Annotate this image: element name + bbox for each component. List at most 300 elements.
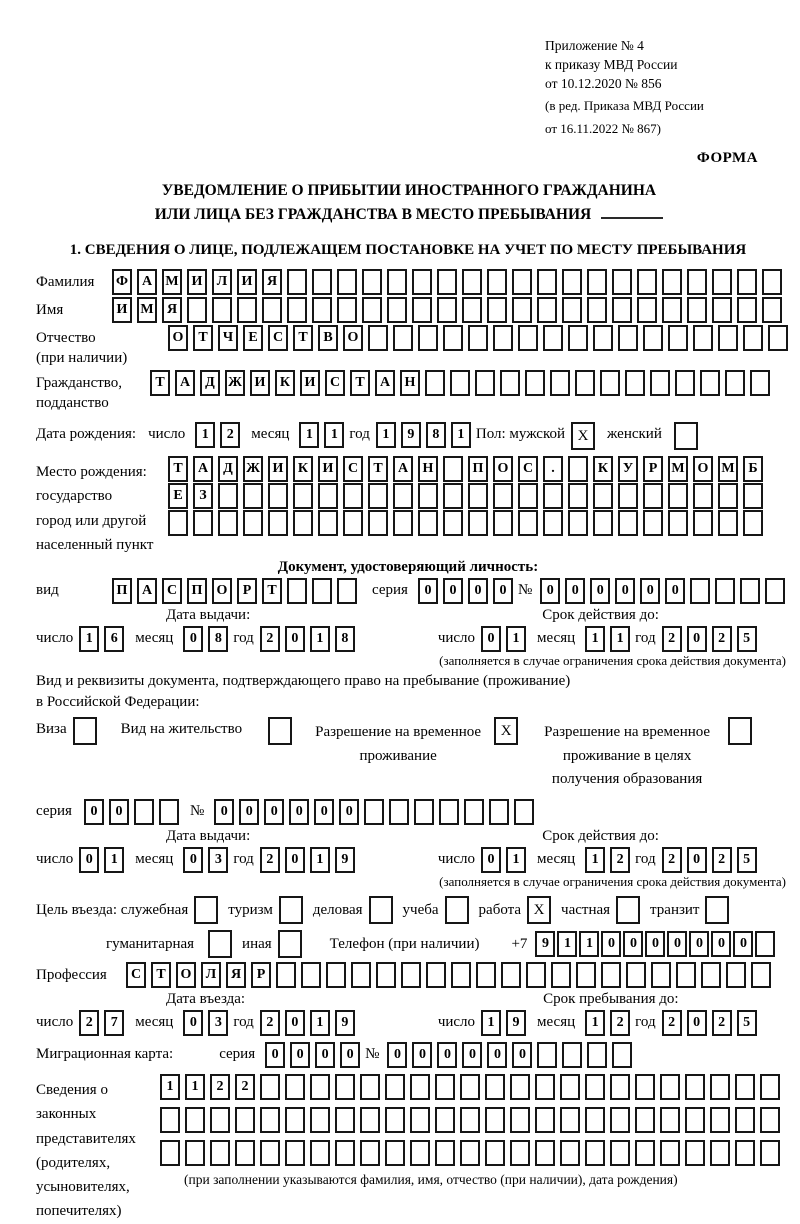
char-cell[interactable]: 0 (687, 847, 707, 873)
char-cell[interactable] (585, 1074, 605, 1100)
char-cell[interactable] (487, 269, 507, 295)
char-cell[interactable] (243, 510, 263, 536)
purpose-transit-checkbox[interactable] (705, 896, 729, 924)
char-cell[interactable] (326, 962, 346, 988)
char-cell[interactable] (368, 325, 388, 351)
doc-number-boxes[interactable] (540, 578, 790, 604)
char-cell[interactable] (493, 325, 513, 351)
char-cell[interactable] (668, 510, 688, 536)
char-cell[interactable] (725, 370, 745, 396)
char-cell[interactable] (735, 1107, 755, 1133)
char-cell[interactable]: О (343, 325, 363, 351)
char-cell[interactable]: К (593, 456, 613, 482)
char-cell[interactable]: 9 (335, 1010, 355, 1036)
stay-year[interactable] (662, 1010, 762, 1036)
char-cell[interactable]: 9 (535, 931, 555, 957)
char-cell[interactable]: 0 (214, 799, 234, 825)
char-cell[interactable] (335, 1074, 355, 1100)
char-cell[interactable] (585, 1107, 605, 1133)
char-cell[interactable] (601, 962, 621, 988)
char-cell[interactable] (312, 297, 332, 323)
char-cell[interactable] (401, 962, 421, 988)
char-cell[interactable] (187, 297, 207, 323)
char-cell[interactable] (301, 962, 321, 988)
purpose-private-checkbox[interactable] (616, 896, 640, 924)
char-cell[interactable] (518, 510, 538, 536)
char-cell[interactable] (637, 269, 657, 295)
char-cell[interactable]: А (375, 370, 395, 396)
char-cell[interactable]: 2 (220, 422, 240, 448)
char-cell[interactable] (268, 510, 288, 536)
char-cell[interactable]: 8 (208, 626, 228, 652)
char-cell[interactable] (568, 483, 588, 509)
char-cell[interactable]: К (275, 370, 295, 396)
char-cell[interactable]: А (137, 269, 157, 295)
profession-boxes[interactable] (126, 962, 776, 988)
char-cell[interactable] (550, 370, 570, 396)
char-cell[interactable] (593, 483, 613, 509)
char-cell[interactable] (376, 962, 396, 988)
char-cell[interactable]: А (393, 456, 413, 482)
char-cell[interactable]: 0 (733, 931, 753, 957)
residence-expiry-day[interactable] (481, 847, 531, 873)
char-cell[interactable]: 1 (579, 931, 599, 957)
identity-expiry-month[interactable] (585, 626, 635, 652)
char-cell[interactable]: 0 (623, 931, 643, 957)
char-cell[interactable] (693, 325, 713, 351)
entry-year[interactable] (260, 1010, 360, 1036)
char-cell[interactable]: 1 (376, 422, 396, 448)
char-cell[interactable] (487, 297, 507, 323)
char-cell[interactable] (612, 269, 632, 295)
char-cell[interactable] (712, 297, 732, 323)
char-cell[interactable]: 0 (493, 578, 513, 604)
female-checkbox[interactable] (674, 422, 698, 450)
char-cell[interactable] (134, 799, 154, 825)
char-cell[interactable] (510, 1074, 530, 1100)
citizenship-boxes[interactable] (150, 370, 775, 396)
char-cell[interactable] (701, 962, 721, 988)
char-cell[interactable] (710, 1074, 730, 1100)
char-cell[interactable]: 9 (401, 422, 421, 448)
char-cell[interactable]: 0 (462, 1042, 482, 1068)
representatives-boxes-1[interactable] (160, 1074, 785, 1100)
residence-permit-checkbox[interactable] (268, 717, 292, 745)
char-cell[interactable]: 9 (335, 847, 355, 873)
char-cell[interactable] (412, 269, 432, 295)
char-cell[interactable] (485, 1140, 505, 1166)
char-cell[interactable] (310, 1074, 330, 1100)
birth-month-boxes[interactable] (299, 422, 349, 448)
char-cell[interactable] (625, 370, 645, 396)
char-cell[interactable] (460, 1107, 480, 1133)
stay-month[interactable] (585, 1010, 635, 1036)
char-cell[interactable] (537, 297, 557, 323)
char-cell[interactable] (418, 483, 438, 509)
char-cell[interactable] (751, 962, 771, 988)
char-cell[interactable] (287, 269, 307, 295)
char-cell[interactable]: У (618, 456, 638, 482)
char-cell[interactable]: О (176, 962, 196, 988)
char-cell[interactable]: Д (200, 370, 220, 396)
char-cell[interactable] (660, 1140, 680, 1166)
char-cell[interactable]: 0 (289, 799, 309, 825)
char-cell[interactable] (760, 1107, 780, 1133)
char-cell[interactable] (212, 297, 232, 323)
char-cell[interactable] (743, 483, 763, 509)
char-cell[interactable]: 1 (610, 626, 630, 652)
char-cell[interactable] (312, 578, 332, 604)
char-cell[interactable] (218, 510, 238, 536)
char-cell[interactable] (468, 325, 488, 351)
char-cell[interactable] (364, 799, 384, 825)
char-cell[interactable] (160, 1140, 180, 1166)
char-cell[interactable]: 1 (481, 1010, 501, 1036)
char-cell[interactable] (387, 297, 407, 323)
char-cell[interactable]: П (112, 578, 132, 604)
male-checkbox[interactable]: X (571, 422, 595, 450)
residence-series-boxes[interactable] (84, 799, 184, 825)
char-cell[interactable] (687, 269, 707, 295)
char-cell[interactable]: Я (262, 269, 282, 295)
char-cell[interactable]: 0 (239, 799, 259, 825)
char-cell[interactable]: Т (150, 370, 170, 396)
char-cell[interactable]: 1 (185, 1074, 205, 1100)
char-cell[interactable]: 1 (324, 422, 344, 448)
char-cell[interactable]: С (325, 370, 345, 396)
char-cell[interactable] (562, 297, 582, 323)
char-cell[interactable] (501, 962, 521, 988)
char-cell[interactable] (439, 799, 459, 825)
char-cell[interactable]: 0 (645, 931, 665, 957)
char-cell[interactable] (500, 370, 520, 396)
char-cell[interactable] (568, 325, 588, 351)
char-cell[interactable] (687, 297, 707, 323)
char-cell[interactable]: 0 (687, 1010, 707, 1036)
char-cell[interactable] (676, 962, 696, 988)
char-cell[interactable] (710, 1140, 730, 1166)
char-cell[interactable] (210, 1107, 230, 1133)
char-cell[interactable] (462, 297, 482, 323)
char-cell[interactable] (587, 1042, 607, 1068)
char-cell[interactable] (193, 510, 213, 536)
char-cell[interactable]: 0 (387, 1042, 407, 1068)
char-cell[interactable] (514, 799, 534, 825)
char-cell[interactable] (387, 269, 407, 295)
char-cell[interactable]: 0 (601, 931, 621, 957)
given-name-boxes[interactable] (112, 297, 787, 323)
patronymic-boxes[interactable] (168, 325, 793, 351)
char-cell[interactable]: 0 (264, 799, 284, 825)
char-cell[interactable] (560, 1107, 580, 1133)
identity-expiry-day[interactable] (481, 626, 531, 652)
char-cell[interactable] (635, 1140, 655, 1166)
stay-day[interactable] (481, 1010, 531, 1036)
identity-issue-month[interactable] (183, 626, 233, 652)
char-cell[interactable]: Д (218, 456, 238, 482)
char-cell[interactable]: Н (418, 456, 438, 482)
char-cell[interactable]: 0 (340, 1042, 360, 1068)
birth-year-boxes[interactable] (376, 422, 476, 448)
char-cell[interactable]: 1 (79, 626, 99, 652)
char-cell[interactable] (762, 297, 782, 323)
char-cell[interactable]: 0 (687, 626, 707, 652)
char-cell[interactable]: 0 (265, 1042, 285, 1068)
char-cell[interactable]: 0 (285, 1010, 305, 1036)
representatives-boxes-3[interactable] (160, 1140, 785, 1166)
char-cell[interactable]: Ж (225, 370, 245, 396)
char-cell[interactable] (337, 297, 357, 323)
char-cell[interactable] (726, 962, 746, 988)
char-cell[interactable]: 1 (557, 931, 577, 957)
char-cell[interactable] (268, 483, 288, 509)
char-cell[interactable]: 0 (437, 1042, 457, 1068)
char-cell[interactable]: 0 (565, 578, 585, 604)
doc-series-boxes[interactable] (418, 578, 518, 604)
char-cell[interactable] (626, 962, 646, 988)
char-cell[interactable] (510, 1140, 530, 1166)
char-cell[interactable] (650, 370, 670, 396)
char-cell[interactable] (743, 510, 763, 536)
char-cell[interactable] (437, 297, 457, 323)
char-cell[interactable] (593, 325, 613, 351)
char-cell[interactable]: 1 (310, 626, 330, 652)
purpose-other-checkbox[interactable] (278, 930, 302, 958)
char-cell[interactable] (362, 269, 382, 295)
char-cell[interactable]: 1 (310, 847, 330, 873)
char-cell[interactable] (518, 483, 538, 509)
char-cell[interactable]: А (193, 456, 213, 482)
char-cell[interactable] (518, 325, 538, 351)
char-cell[interactable] (643, 325, 663, 351)
char-cell[interactable]: М (718, 456, 738, 482)
char-cell[interactable] (690, 578, 710, 604)
char-cell[interactable] (610, 1140, 630, 1166)
birth-day-boxes[interactable] (195, 422, 245, 448)
char-cell[interactable] (318, 483, 338, 509)
char-cell[interactable] (610, 1074, 630, 1100)
char-cell[interactable]: 0 (418, 578, 438, 604)
char-cell[interactable] (485, 1107, 505, 1133)
char-cell[interactable] (637, 297, 657, 323)
char-cell[interactable]: 1 (585, 1010, 605, 1036)
char-cell[interactable]: Т (168, 456, 188, 482)
char-cell[interactable] (285, 1074, 305, 1100)
char-cell[interactable]: 2 (610, 1010, 630, 1036)
char-cell[interactable] (735, 1140, 755, 1166)
char-cell[interactable] (285, 1140, 305, 1166)
char-cell[interactable] (535, 1107, 555, 1133)
char-cell[interactable] (237, 297, 257, 323)
char-cell[interactable]: Р (251, 962, 271, 988)
char-cell[interactable] (618, 510, 638, 536)
char-cell[interactable]: Л (212, 269, 232, 295)
char-cell[interactable] (243, 483, 263, 509)
char-cell[interactable] (393, 325, 413, 351)
phone-boxes[interactable] (535, 931, 777, 957)
char-cell[interactable]: И (112, 297, 132, 323)
char-cell[interactable]: 2 (662, 626, 682, 652)
char-cell[interactable]: Т (193, 325, 213, 351)
char-cell[interactable]: 2 (210, 1074, 230, 1100)
identity-expiry-year[interactable] (662, 626, 762, 652)
char-cell[interactable]: 0 (711, 931, 731, 957)
char-cell[interactable]: Ж (243, 456, 263, 482)
purpose-official-checkbox[interactable] (194, 896, 218, 924)
char-cell[interactable] (610, 1107, 630, 1133)
char-cell[interactable] (668, 483, 688, 509)
char-cell[interactable] (651, 962, 671, 988)
char-cell[interactable] (562, 1042, 582, 1068)
char-cell[interactable] (351, 962, 371, 988)
char-cell[interactable] (693, 483, 713, 509)
char-cell[interactable] (337, 269, 357, 295)
char-cell[interactable] (715, 578, 735, 604)
char-cell[interactable]: 5 (737, 626, 757, 652)
char-cell[interactable]: Р (643, 456, 663, 482)
char-cell[interactable] (435, 1107, 455, 1133)
char-cell[interactable] (693, 510, 713, 536)
char-cell[interactable] (562, 269, 582, 295)
char-cell[interactable] (660, 1107, 680, 1133)
char-cell[interactable] (737, 269, 757, 295)
char-cell[interactable] (475, 370, 495, 396)
char-cell[interactable]: . (543, 456, 563, 482)
char-cell[interactable]: С (343, 456, 363, 482)
residence-expiry-year[interactable] (662, 847, 762, 873)
char-cell[interactable] (768, 325, 788, 351)
char-cell[interactable]: Т (262, 578, 282, 604)
char-cell[interactable] (493, 483, 513, 509)
char-cell[interactable] (718, 483, 738, 509)
char-cell[interactable]: 0 (481, 626, 501, 652)
char-cell[interactable] (460, 1140, 480, 1166)
char-cell[interactable] (412, 297, 432, 323)
char-cell[interactable] (343, 483, 363, 509)
char-cell[interactable] (635, 1107, 655, 1133)
char-cell[interactable] (160, 1107, 180, 1133)
char-cell[interactable]: В (318, 325, 338, 351)
char-cell[interactable] (712, 269, 732, 295)
doc-kind-boxes[interactable] (112, 578, 362, 604)
char-cell[interactable] (410, 1140, 430, 1166)
char-cell[interactable] (735, 1074, 755, 1100)
char-cell[interactable]: 3 (208, 847, 228, 873)
char-cell[interactable]: 1 (506, 626, 526, 652)
char-cell[interactable] (235, 1107, 255, 1133)
char-cell[interactable] (437, 269, 457, 295)
char-cell[interactable] (493, 510, 513, 536)
char-cell[interactable] (755, 931, 775, 957)
char-cell[interactable]: И (318, 456, 338, 482)
char-cell[interactable] (262, 297, 282, 323)
char-cell[interactable]: 2 (662, 1010, 682, 1036)
char-cell[interactable]: 1 (160, 1074, 180, 1100)
char-cell[interactable] (287, 297, 307, 323)
char-cell[interactable] (587, 269, 607, 295)
migration-number-boxes[interactable] (387, 1042, 637, 1068)
char-cell[interactable]: 0 (481, 847, 501, 873)
char-cell[interactable] (643, 483, 663, 509)
char-cell[interactable] (460, 1074, 480, 1100)
char-cell[interactable] (410, 1074, 430, 1100)
char-cell[interactable] (235, 1140, 255, 1166)
purpose-humanitarian-checkbox[interactable] (208, 930, 232, 958)
char-cell[interactable]: Ч (218, 325, 238, 351)
visa-checkbox[interactable] (73, 717, 97, 745)
char-cell[interactable] (535, 1074, 555, 1100)
char-cell[interactable]: И (250, 370, 270, 396)
char-cell[interactable]: 0 (443, 578, 463, 604)
char-cell[interactable]: 0 (468, 578, 488, 604)
char-cell[interactable] (168, 510, 188, 536)
char-cell[interactable] (360, 1140, 380, 1166)
char-cell[interactable]: 0 (590, 578, 610, 604)
char-cell[interactable] (551, 962, 571, 988)
char-cell[interactable] (662, 269, 682, 295)
char-cell[interactable]: О (168, 325, 188, 351)
char-cell[interactable]: 1 (506, 847, 526, 873)
char-cell[interactable]: 3 (208, 1010, 228, 1036)
char-cell[interactable] (662, 297, 682, 323)
char-cell[interactable] (718, 510, 738, 536)
char-cell[interactable]: И (187, 269, 207, 295)
char-cell[interactable]: 0 (79, 847, 99, 873)
char-cell[interactable]: 1 (299, 422, 319, 448)
birth-place-boxes-3[interactable] (168, 510, 768, 536)
char-cell[interactable] (360, 1107, 380, 1133)
char-cell[interactable]: 2 (235, 1074, 255, 1100)
char-cell[interactable]: Т (293, 325, 313, 351)
char-cell[interactable]: 2 (712, 1010, 732, 1036)
char-cell[interactable]: Е (168, 483, 188, 509)
char-cell[interactable] (660, 1074, 680, 1100)
char-cell[interactable] (585, 1140, 605, 1166)
char-cell[interactable] (587, 297, 607, 323)
char-cell[interactable] (618, 325, 638, 351)
char-cell[interactable] (635, 1074, 655, 1100)
char-cell[interactable]: 0 (285, 847, 305, 873)
char-cell[interactable] (293, 483, 313, 509)
char-cell[interactable] (593, 510, 613, 536)
char-cell[interactable] (543, 510, 563, 536)
char-cell[interactable]: 0 (84, 799, 104, 825)
char-cell[interactable]: Р (237, 578, 257, 604)
char-cell[interactable] (451, 962, 471, 988)
char-cell[interactable] (710, 1107, 730, 1133)
char-cell[interactable]: 5 (737, 847, 757, 873)
temp-residence-edu-checkbox[interactable] (728, 717, 752, 745)
char-cell[interactable] (643, 510, 663, 536)
char-cell[interactable] (185, 1107, 205, 1133)
identity-issue-year[interactable] (260, 626, 360, 652)
char-cell[interactable] (543, 483, 563, 509)
entry-month[interactable] (183, 1010, 233, 1036)
char-cell[interactable]: П (468, 456, 488, 482)
char-cell[interactable]: С (518, 456, 538, 482)
birth-place-boxes-1[interactable] (168, 456, 768, 482)
char-cell[interactable] (575, 370, 595, 396)
char-cell[interactable]: 2 (712, 626, 732, 652)
char-cell[interactable] (418, 325, 438, 351)
char-cell[interactable] (476, 962, 496, 988)
char-cell[interactable] (560, 1074, 580, 1100)
char-cell[interactable]: 0 (512, 1042, 532, 1068)
char-cell[interactable]: Ф (112, 269, 132, 295)
char-cell[interactable] (743, 325, 763, 351)
char-cell[interactable] (612, 1042, 632, 1068)
char-cell[interactable]: 0 (412, 1042, 432, 1068)
